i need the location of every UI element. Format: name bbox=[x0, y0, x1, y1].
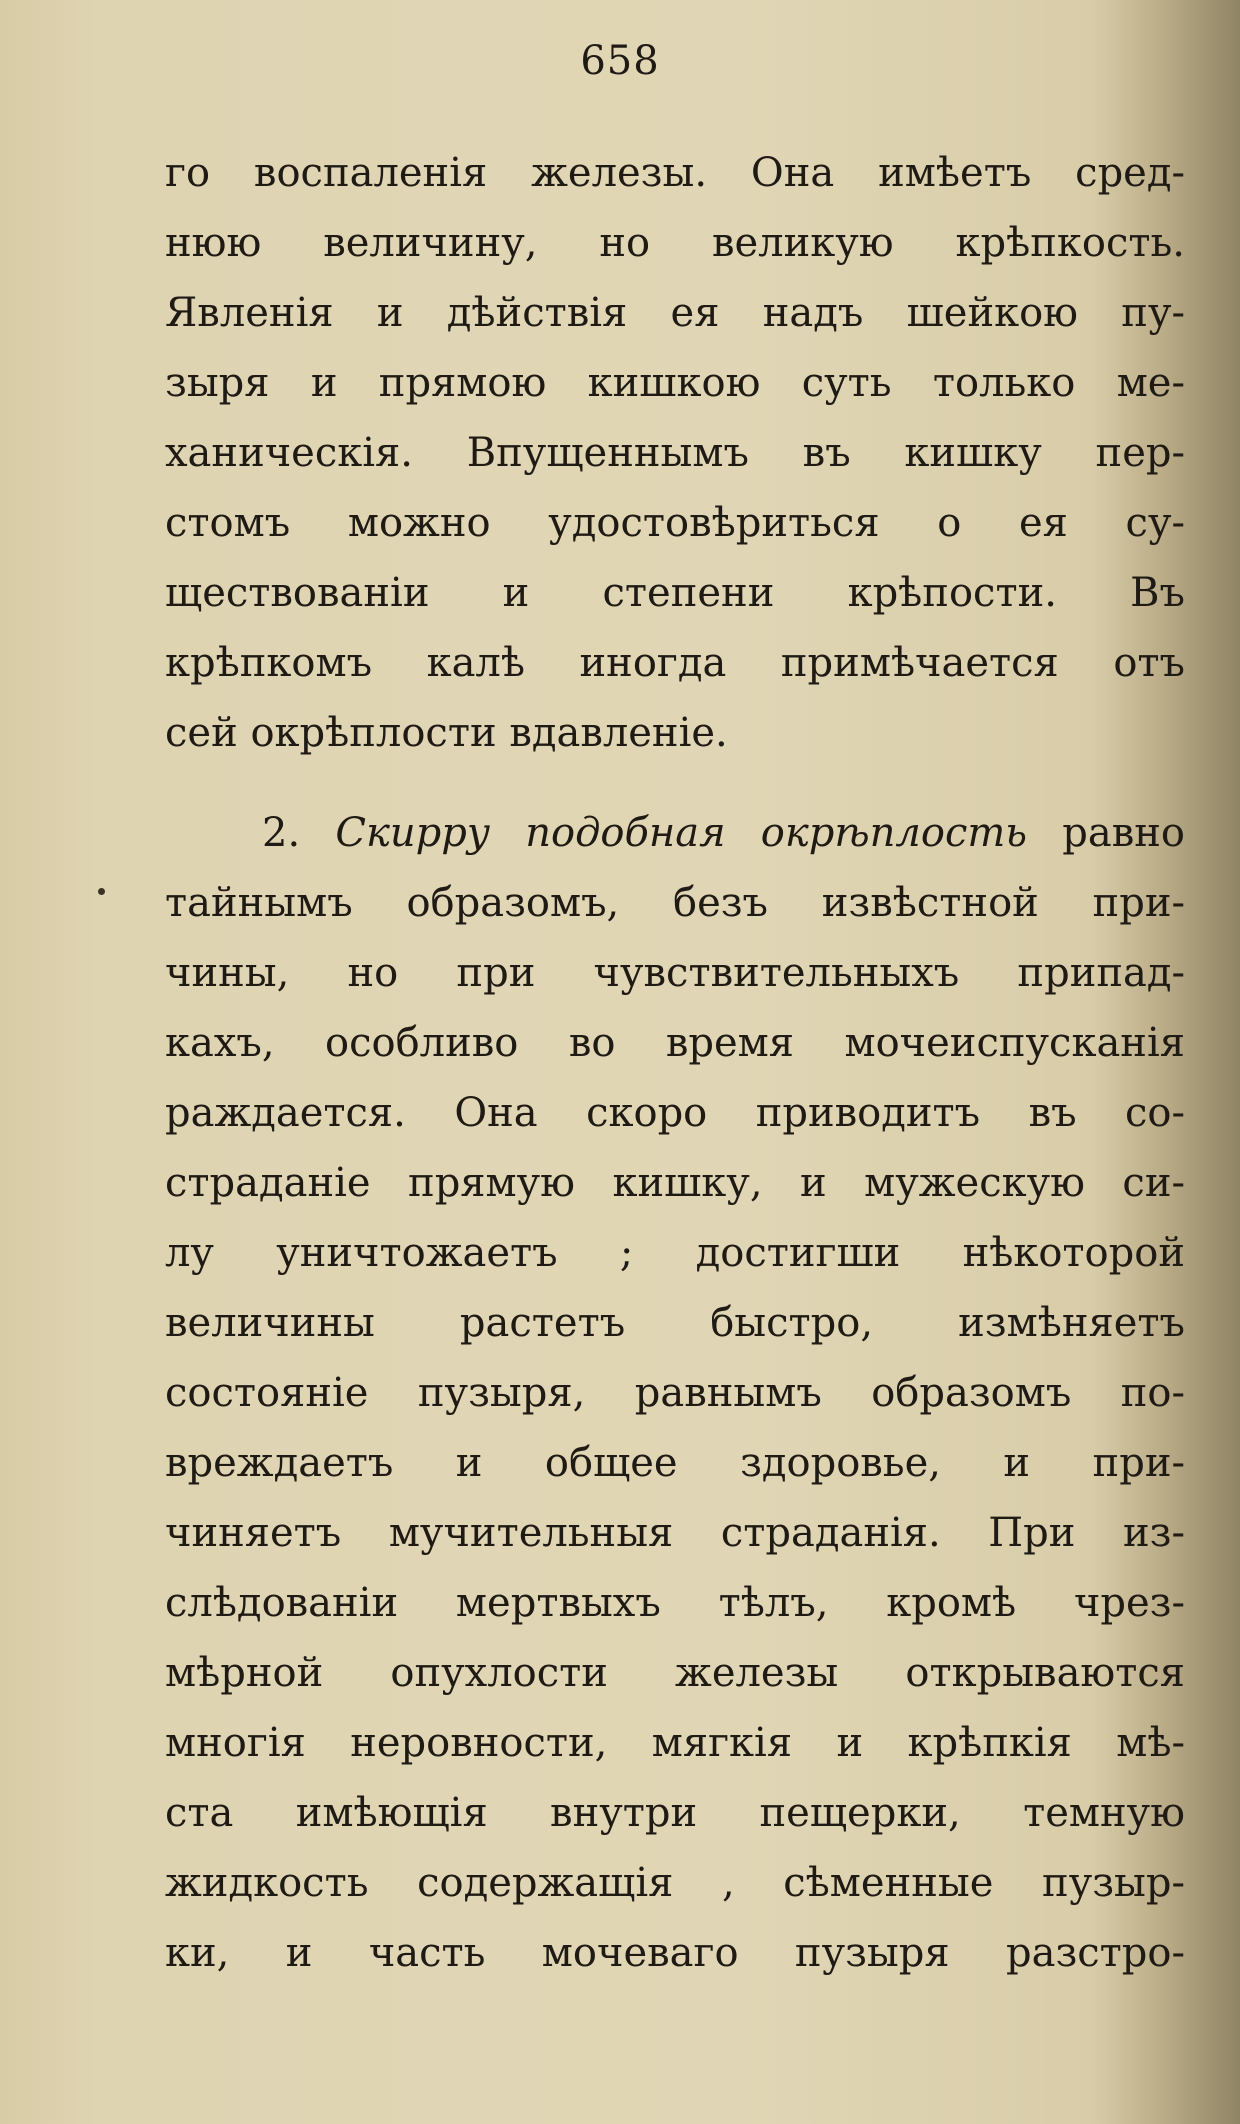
text-line: жидкость содержащія , сѣменные пузыр- bbox=[165, 1860, 1185, 1906]
text-line: кахъ, особливо во время мочеиспусканія bbox=[165, 1020, 1185, 1066]
text-line: мѣрной опухлости железы открываются bbox=[165, 1650, 1185, 1696]
text-line: многія неровности, мягкія и крѣпкія мѣ- bbox=[165, 1720, 1185, 1766]
text-line: Явленія и дѣйствія ея надъ шейкою пу- bbox=[165, 290, 1185, 336]
text-line: нюю величину, но великую крѣпкость. bbox=[165, 220, 1185, 266]
text-line: крѣпкомъ калѣ иногда примѣчается отъ bbox=[165, 640, 1185, 686]
text-line: тайнымъ образомъ, безъ извѣстной при- bbox=[165, 880, 1185, 926]
text-line: ста имѣющія внутри пещерки, темную bbox=[165, 1790, 1185, 1836]
text-line: сей окрѣплости вдавленіе. bbox=[165, 710, 728, 756]
text-line: ществованіи и степени крѣпости. Въ bbox=[165, 570, 1185, 616]
first-line-rest: равно bbox=[1062, 810, 1185, 856]
text-line: стомъ можно удостовѣриться о ея су- bbox=[165, 500, 1185, 546]
text-line: страданіе прямую кишку, и мужескую си- bbox=[165, 1160, 1185, 1206]
ink-speck bbox=[98, 888, 105, 895]
text-line: лу уничтожаетъ ; достигши нѣкоторой bbox=[165, 1230, 1185, 1276]
text-line: слѣдованіи мертвыхъ тѣлъ, кромѣ чрез- bbox=[165, 1580, 1185, 1626]
text-line: зыря и прямою кишкою суть только ме- bbox=[165, 360, 1185, 406]
text-line: состояніе пузыря, равнымъ образомъ по- bbox=[165, 1370, 1185, 1416]
page-number: 658 bbox=[580, 38, 660, 84]
text-line: раждается. Она скоро приводитъ въ со- bbox=[165, 1090, 1185, 1136]
text-line: ки, и часть мочеваго пузыря разстро- bbox=[165, 1930, 1185, 1976]
text-line: вреждаетъ и общее здоровье, и при- bbox=[165, 1440, 1185, 1486]
text-line: величины растетъ быстро, измѣняетъ bbox=[165, 1300, 1185, 1346]
paragraph-2-first-line bbox=[262, 798, 1185, 868]
text-line: го воспаленія железы. Она имѣетъ сред- bbox=[165, 150, 1185, 196]
text-line: ханическія. Впущеннымъ въ кишку пер- bbox=[165, 430, 1185, 476]
italic-term: Скирру подобная окрѣплость bbox=[335, 810, 1028, 856]
paragraph-number: 2. bbox=[262, 810, 301, 856]
text-line: чиняетъ мучительныя страданія. При из- bbox=[165, 1510, 1185, 1556]
text-line: чины, но при чувствительныхъ припад- bbox=[165, 950, 1185, 996]
